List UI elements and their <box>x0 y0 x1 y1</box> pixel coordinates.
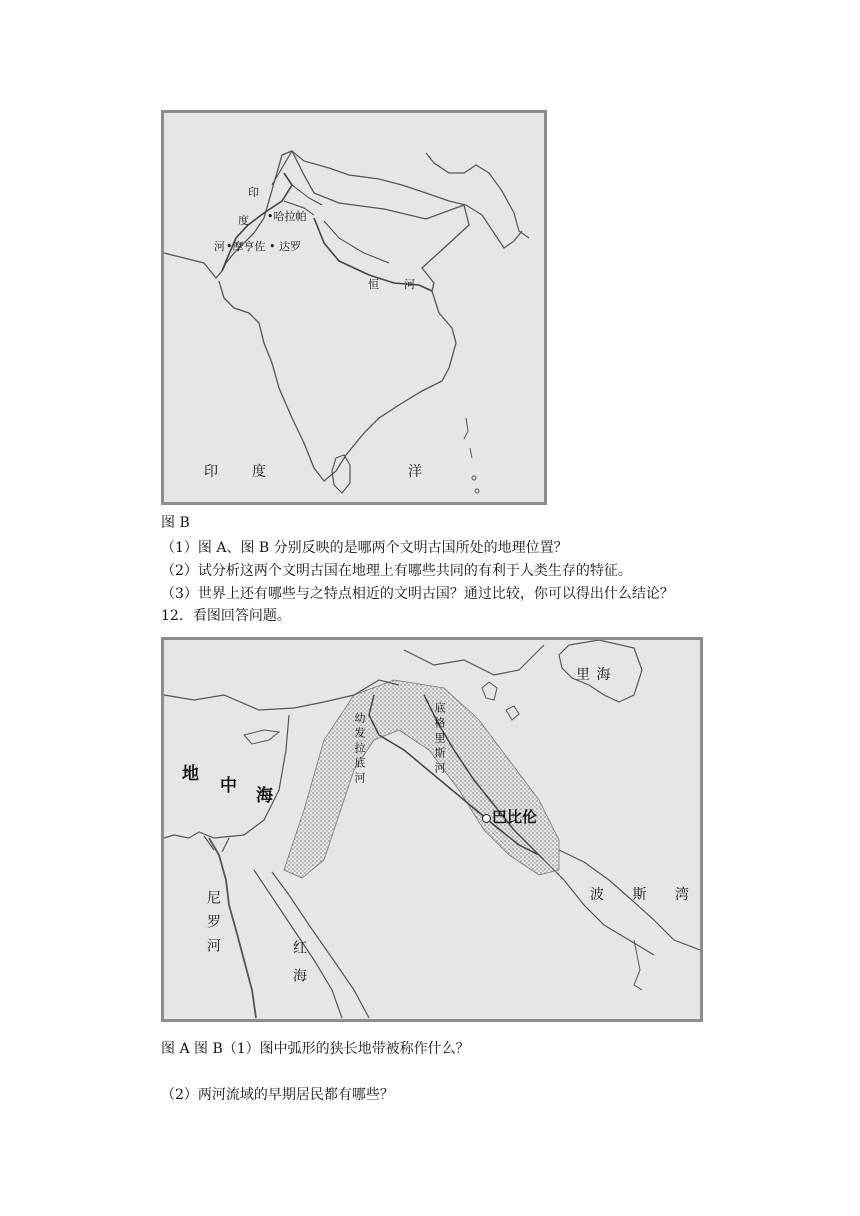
label-ganges-he: 河 <box>404 278 415 291</box>
label-caspian-sea: 里 海 <box>576 667 612 683</box>
babylon-city-icon <box>482 814 491 823</box>
label-nile-river: 尼罗河 <box>205 890 221 962</box>
label-babylon-text: 巴比伦 <box>492 808 538 826</box>
label-ganges-heng: 恒 <box>368 278 379 291</box>
label-euphrates-river: 幼发拉底河 <box>353 712 366 787</box>
label-ocean-yang: 洋 <box>408 464 423 480</box>
label-tigris-river: 底格里斯河 <box>433 702 446 777</box>
label-mediterranean-2: 中 <box>220 776 237 796</box>
question-11-3: （3）世界上还有哪些与之特点相近的文明古国？通过比较，你可以得出什么结论？ <box>161 586 674 602</box>
caption-line-figures: 图 A 图 B（1）图中弧形的狭长地带被称作什么？ <box>161 1041 470 1057</box>
label-ocean-du: 度 <box>252 464 267 480</box>
label-harappa: •哈拉帕 <box>267 210 307 223</box>
label-persian-gulf: 波 斯 湾 <box>590 887 701 903</box>
label-red-sea: 红海 <box>291 940 307 996</box>
question-12-title: 12．看图回答问题。 <box>161 608 291 624</box>
mesopotamia-map-drawing <box>164 640 700 1019</box>
label-du: 度 <box>238 214 249 227</box>
india-map-drawing <box>164 113 544 502</box>
label-yin: 印 <box>248 186 259 199</box>
map-india <box>161 110 547 505</box>
label-mediterranean-1: 地 <box>182 764 199 784</box>
question-11-2: （2）试分析这两个文明古国在地理上有哪些共同的有利于人类生存的特征。 <box>161 563 632 579</box>
label-babylon <box>482 810 537 825</box>
map-mesopotamia <box>161 637 703 1022</box>
question-12-2: （2）两河流域的早期居民都有哪些？ <box>161 1087 394 1103</box>
question-11-1: （1）图 A、图 B 分别反映的是哪两个文明古国所处的地理位置？ <box>161 540 568 556</box>
label-he: 河 <box>214 240 225 253</box>
label-mohenjo-daro: •摩亨佐 • 达罗 <box>226 240 301 253</box>
caption-figure-b: 图 B <box>161 515 190 531</box>
label-mediterranean-3: 海 <box>256 786 273 806</box>
label-ocean-yin: 印 <box>204 464 219 480</box>
